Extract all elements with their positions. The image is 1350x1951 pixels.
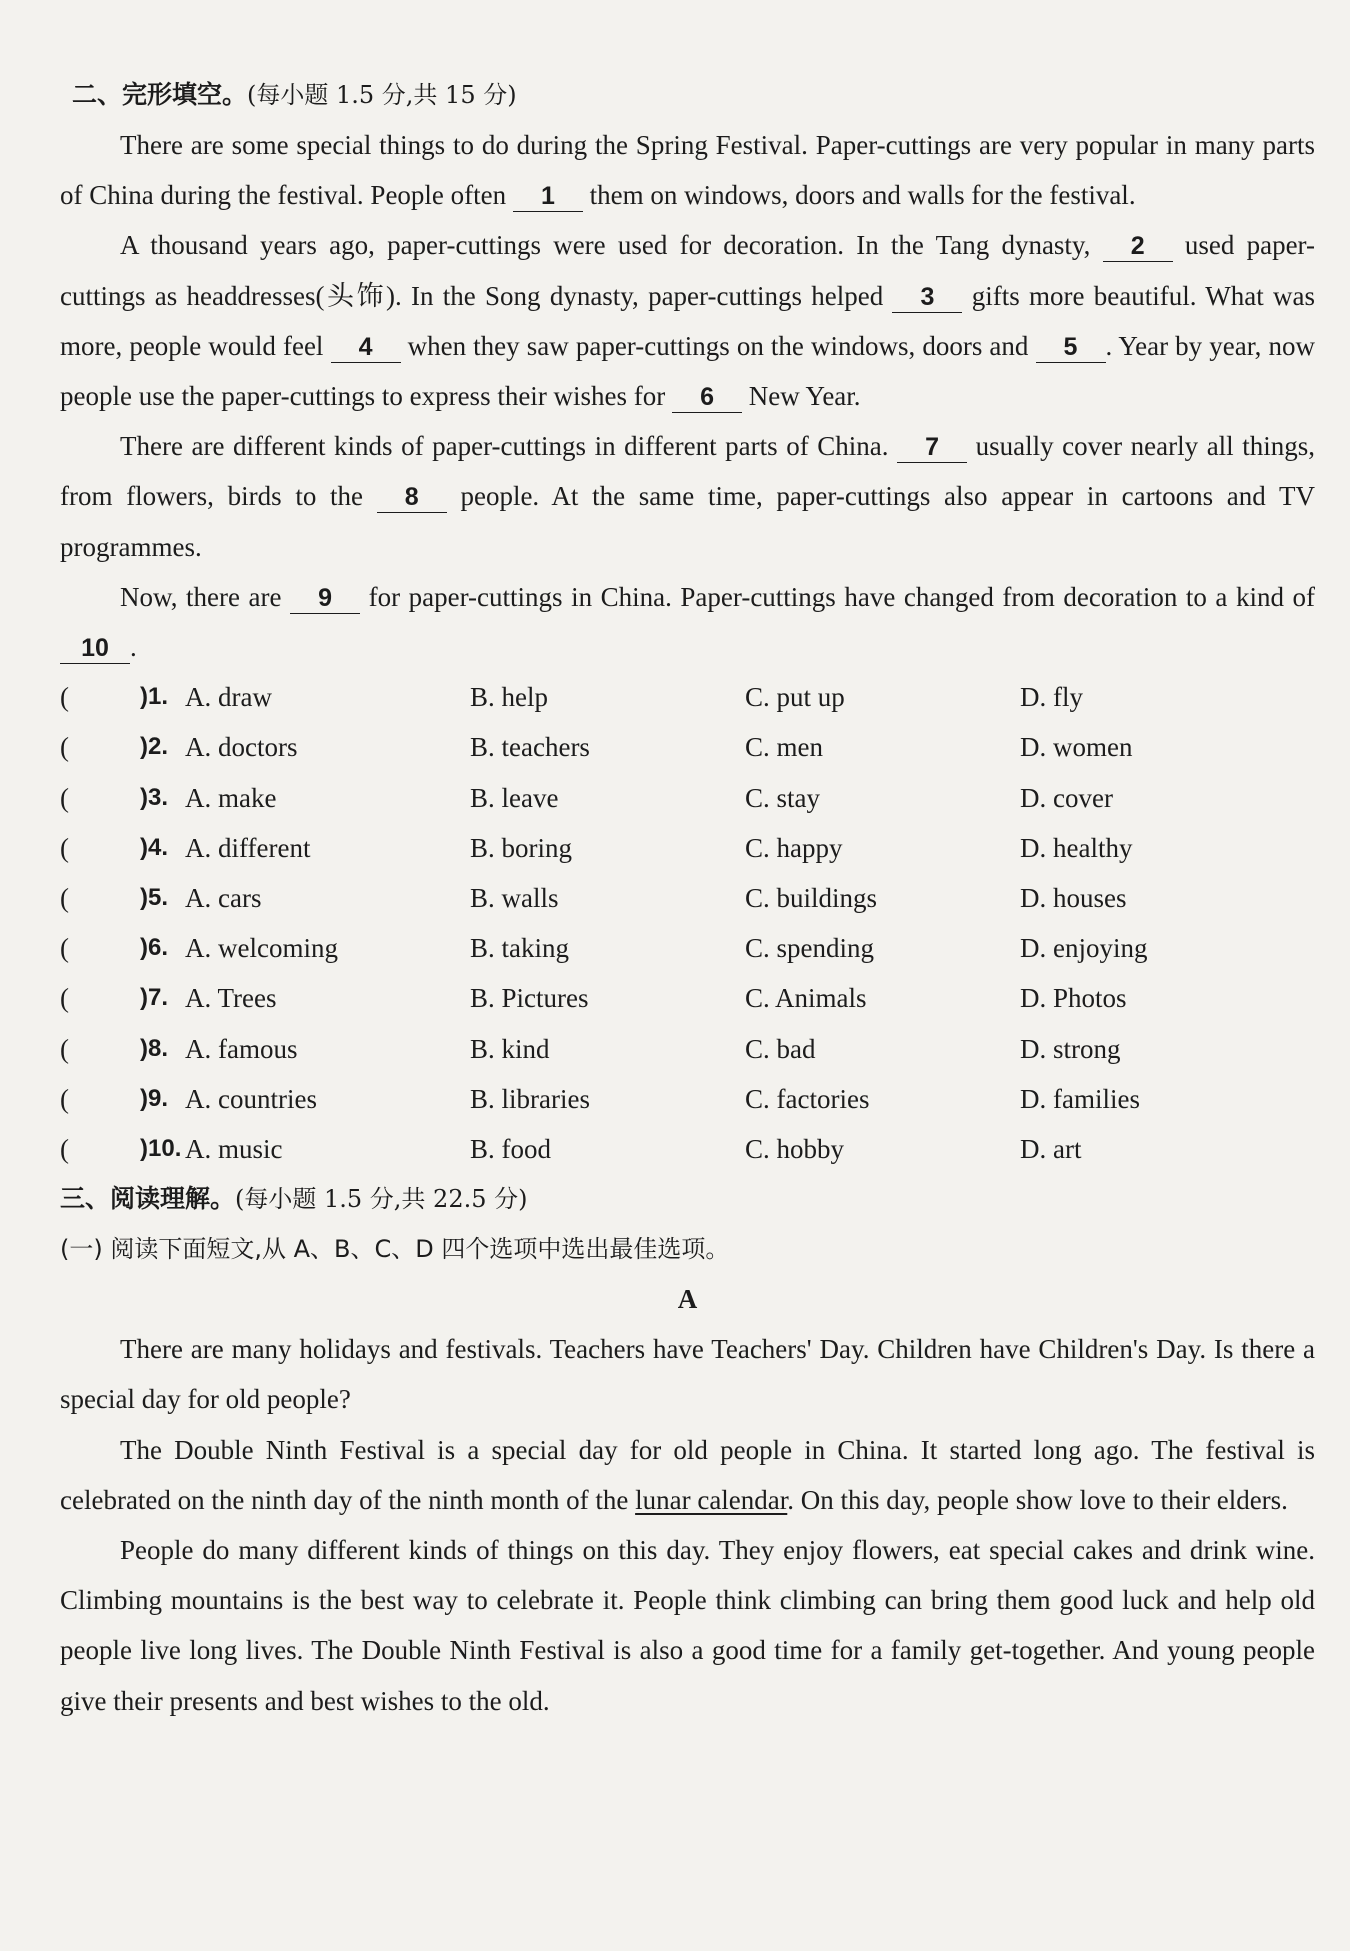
answer-bracket[interactable]: (	[60, 933, 69, 964]
reading-instruction: (一) 阅读下面短文,从 A、B、C、D 四个选项中选出最佳选项。	[60, 1235, 730, 1264]
option-a[interactable]: A. welcoming	[185, 933, 338, 964]
section-3-score-note: (每小题 1.5 分,共 22.5 分)	[235, 1185, 528, 1214]
option-d[interactable]: D. fly	[1020, 682, 1083, 713]
blank-7[interactable]: 7	[897, 432, 967, 463]
option-d[interactable]: D. cover	[1020, 782, 1113, 813]
cloze-paragraph-2: A thousand years ago, paper-cuttings were used for decoration. In the Tang dynasty, 2 used paper-cuttings as headdresses(头饰). In the Song dynasty, paper-cuttings helped 3 gifts more beautiful. What was more, people would feel 4 when they saw paper-cuttings on the windows, doors and 5 . Year by year, now people use the paper-cuttings to express their wishes for 6 New Year.	[60, 230, 1315, 412]
option-b[interactable]: B. leave	[470, 782, 559, 813]
blank-10[interactable]: 10	[60, 633, 130, 664]
option-d[interactable]: D. houses	[1020, 882, 1127, 913]
option-a[interactable]: A. make	[185, 782, 277, 813]
blank-1[interactable]: 1	[513, 181, 583, 212]
question-number: )7.	[140, 984, 169, 1012]
option-c[interactable]: C. buildings	[745, 882, 878, 913]
answer-bracket[interactable]: (	[60, 682, 69, 713]
answer-bracket[interactable]: (	[60, 882, 69, 913]
option-row	[60, 923, 1315, 973]
option-b[interactable]: B. boring	[470, 832, 573, 863]
cloze-paragraph-4: Now, there are 9 for paper-cuttings in China. Paper-cuttings have changed from decoration to a kind of 10 .	[60, 572, 1315, 672]
question-number: )10.	[140, 1134, 182, 1162]
option-row	[60, 973, 1315, 1023]
option-c[interactable]: C. put up	[745, 682, 845, 713]
option-row	[60, 1024, 1315, 1074]
question-number: )9.	[140, 1084, 169, 1112]
option-a[interactable]: A. Trees	[185, 983, 277, 1014]
option-row	[60, 672, 1315, 722]
option-a[interactable]: A. cars	[185, 882, 262, 913]
question-number: )2.	[140, 733, 169, 761]
answer-bracket[interactable]: (	[60, 1083, 69, 1114]
answer-bracket[interactable]: (	[60, 1033, 69, 1064]
section-3-title: 三、阅读理解。	[60, 1184, 236, 1214]
option-a[interactable]: A. doctors	[185, 732, 298, 763]
option-c[interactable]: C. factories	[745, 1083, 870, 1114]
option-a[interactable]: A. different	[185, 832, 311, 863]
worksheet-page	[60, 70, 1315, 1726]
option-a[interactable]: A. draw	[185, 682, 272, 713]
option-c[interactable]: C. stay	[745, 782, 821, 813]
cloze-options	[60, 672, 1315, 1174]
blank-8[interactable]: 8	[377, 482, 447, 513]
answer-bracket[interactable]: (	[60, 782, 69, 813]
cloze-paragraph-3: There are different kinds of paper-cuttings in different parts of China. 7 usually cover nearly all things, from flowers, birds to the 8 people. At the same time, paper-cuttings also appear in cartoons and TV programmes.	[60, 431, 1315, 562]
option-b[interactable]: B. Pictures	[470, 983, 589, 1014]
question-number: )3.	[140, 783, 169, 811]
option-d[interactable]: D. families	[1020, 1083, 1140, 1114]
passage-title: A	[677, 1284, 698, 1315]
question-number: )5.	[140, 883, 169, 911]
section-2-heading	[72, 70, 1315, 120]
underlined-term: lunar calendar	[635, 1484, 788, 1515]
answer-bracket[interactable]: (	[60, 983, 69, 1014]
option-d[interactable]: D. enjoying	[1020, 933, 1148, 964]
option-c[interactable]: C. Animals	[745, 983, 867, 1014]
blank-6[interactable]: 6	[672, 382, 742, 413]
answer-bracket[interactable]: (	[60, 732, 69, 763]
option-row	[60, 773, 1315, 823]
option-row	[60, 722, 1315, 772]
option-b[interactable]: B. walls	[470, 882, 559, 913]
section-3-heading	[60, 1174, 1315, 1224]
section-2-title: 二、完形填空。	[72, 80, 248, 109]
option-row	[60, 1074, 1315, 1124]
blank-2[interactable]: 2	[1103, 231, 1173, 262]
section-2-score-note: (每小题 1.5 分,共 15 分)	[247, 81, 517, 109]
option-b[interactable]: B. teachers	[470, 732, 590, 763]
question-number: )8.	[140, 1034, 169, 1062]
option-d[interactable]: D. Photos	[1020, 983, 1127, 1014]
option-d[interactable]: D. women	[1020, 732, 1133, 763]
option-d[interactable]: D. art	[1020, 1133, 1082, 1164]
question-number: )6.	[140, 934, 169, 962]
answer-bracket[interactable]: (	[60, 832, 69, 863]
option-a[interactable]: A. famous	[185, 1033, 298, 1064]
blank-5[interactable]: 5	[1036, 332, 1106, 363]
question-number: )1.	[140, 683, 169, 711]
option-c[interactable]: C. hobby	[745, 1133, 845, 1164]
answer-bracket[interactable]: (	[60, 1133, 69, 1164]
option-row	[60, 1124, 1315, 1174]
option-c[interactable]: C. men	[745, 732, 823, 763]
option-row	[60, 823, 1315, 873]
option-c[interactable]: C. spending	[745, 933, 875, 964]
reading-paragraph-3: People do many different kinds of things on this day. They enjoy flowers, eat special cakes and drink wine. Climbing mountains is the best way to celebrate it. People think climbing can bring them good luck and help old people live long lives. The Double Ninth Festival is also a good time for a family get-together. And young people give their presents and best wishes to the old.	[60, 1534, 1315, 1716]
option-c[interactable]: C. bad	[745, 1033, 816, 1064]
blank-9[interactable]: 9	[290, 583, 360, 614]
reading-paragraph-2: The Double Ninth Festival is a special day for old people in China. It started long ago. The festival is celebrated on the ninth day of the ninth month of the lunar calendar. On this day, people show love to their elders.	[60, 1434, 1315, 1515]
option-a[interactable]: A. music	[185, 1133, 283, 1164]
blank-3[interactable]: 3	[892, 282, 962, 313]
option-a[interactable]: A. countries	[185, 1083, 317, 1114]
cloze-paragraph-1: There are some special things to do during the Spring Festival. Paper-cuttings are very popular in many parts of China during the festival. People often 1 them on windows, doors and walls for the festival.	[60, 130, 1315, 211]
option-b[interactable]: B. help	[470, 682, 548, 713]
option-b[interactable]: B. taking	[470, 933, 569, 964]
reading-paragraph-1: There are many holidays and festivals. Teachers have Teachers' Day. Children have Children's Day. Is there a special day for old people?	[60, 1334, 1315, 1415]
question-number: )4.	[140, 833, 169, 861]
option-d[interactable]: D. healthy	[1020, 832, 1133, 863]
option-b[interactable]: B. food	[470, 1133, 551, 1164]
option-b[interactable]: B. kind	[470, 1033, 550, 1064]
option-c[interactable]: C. happy	[745, 832, 843, 863]
blank-4[interactable]: 4	[331, 332, 401, 363]
option-d[interactable]: D. strong	[1020, 1033, 1121, 1064]
option-row	[60, 873, 1315, 923]
option-b[interactable]: B. libraries	[470, 1083, 590, 1114]
